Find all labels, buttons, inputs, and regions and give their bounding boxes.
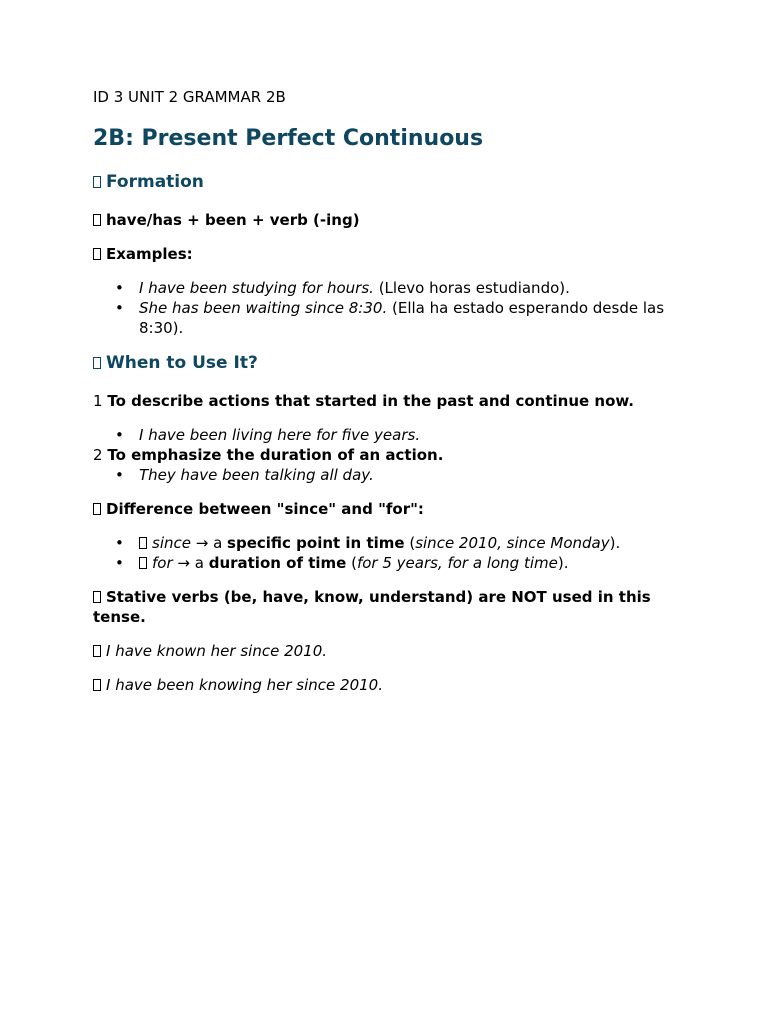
arrow-text: → a — [172, 554, 209, 572]
bullet: • — [115, 279, 124, 297]
difference-list — [93, 533, 683, 573]
examples-label — [93, 244, 683, 264]
usage-heading — [93, 352, 683, 374]
rule-example: They have been talking all day. — [139, 466, 374, 484]
open-paren: ( — [404, 534, 416, 552]
missing-emoji-icon — [93, 357, 101, 369]
stative-note — [93, 587, 683, 627]
usage-heading-text: When to Use It? — [106, 353, 258, 373]
missing-emoji-icon — [93, 248, 101, 260]
keyword-examples: for 5 years, for a long time — [356, 554, 558, 572]
list-item — [93, 278, 683, 298]
list-item — [93, 553, 683, 573]
missing-emoji-icon — [93, 503, 101, 515]
list-item — [93, 425, 683, 445]
page-title: 2B: Present Perfect Continuous — [93, 126, 484, 151]
bullet: • — [115, 534, 124, 552]
examples-label-text: Examples: — [106, 245, 193, 263]
keyword: since — [152, 534, 191, 552]
keyword: for — [152, 554, 173, 572]
rule-text: To emphasize the duration of an action. — [107, 446, 444, 464]
missing-emoji-icon — [93, 679, 101, 691]
missing-emoji-icon — [93, 176, 101, 188]
meaning: duration of time — [208, 554, 347, 572]
missing-emoji-icon — [93, 645, 101, 657]
list-item — [93, 298, 683, 338]
list-item — [93, 533, 683, 553]
formation-heading-text: Formation — [106, 172, 204, 192]
incorrect-example-text: I have been knowing her since 2010. — [106, 676, 383, 694]
correct-example — [93, 641, 683, 661]
formation-formula-text: have/has + been + verb (-ing) — [106, 211, 360, 229]
incorrect-example — [93, 675, 683, 695]
difference-label-text: Difference between "since" and "for": — [106, 500, 424, 518]
formation-formula — [93, 210, 683, 230]
formation-heading — [93, 171, 683, 193]
meaning: specific point in time — [227, 534, 405, 552]
usage-rule — [93, 445, 683, 465]
missing-emoji-icon — [93, 214, 101, 226]
missing-emoji-icon — [93, 591, 101, 603]
close-paren: ). — [609, 534, 621, 552]
rule-example-list — [93, 465, 683, 485]
stative-note-text: Stative verbs (be, have, know, understand) are NOT used in this tense. — [93, 588, 651, 626]
missing-emoji-icon — [139, 537, 147, 549]
bullet: • — [115, 554, 124, 572]
difference-label — [93, 499, 683, 519]
bullet: • — [115, 426, 124, 444]
example-spanish: (Llevo horas estudiando). — [373, 279, 570, 297]
rule-text: To describe actions that started in the past and continue now. — [107, 392, 634, 410]
arrow-text: → a — [190, 534, 228, 552]
bullet: • — [115, 466, 124, 484]
examples-list — [93, 278, 683, 338]
usage-rule — [93, 391, 683, 411]
example-english: I have been studying for hours. — [139, 279, 374, 297]
example-english: She has been waiting since 8:30. — [139, 299, 388, 317]
missing-emoji-icon — [139, 557, 147, 569]
rule-example-list — [93, 425, 683, 445]
rule-example: I have been living here for five years. — [139, 426, 421, 444]
bullet: • — [115, 299, 124, 317]
example-spanish: (Ella ha estado esperando desde las 8:30). — [139, 299, 665, 337]
document-page — [93, 87, 683, 709]
close-paren: ). — [557, 554, 569, 572]
open-paren: ( — [346, 554, 357, 572]
list-item — [93, 465, 683, 485]
rule-number: 1 — [93, 392, 103, 410]
keyword-examples: since 2010, since Monday — [415, 534, 610, 552]
rule-number: 2 — [93, 446, 103, 464]
document-id: ID 3 UNIT 2 GRAMMAR 2B — [93, 88, 286, 106]
correct-example-text: I have known her since 2010. — [106, 642, 328, 660]
